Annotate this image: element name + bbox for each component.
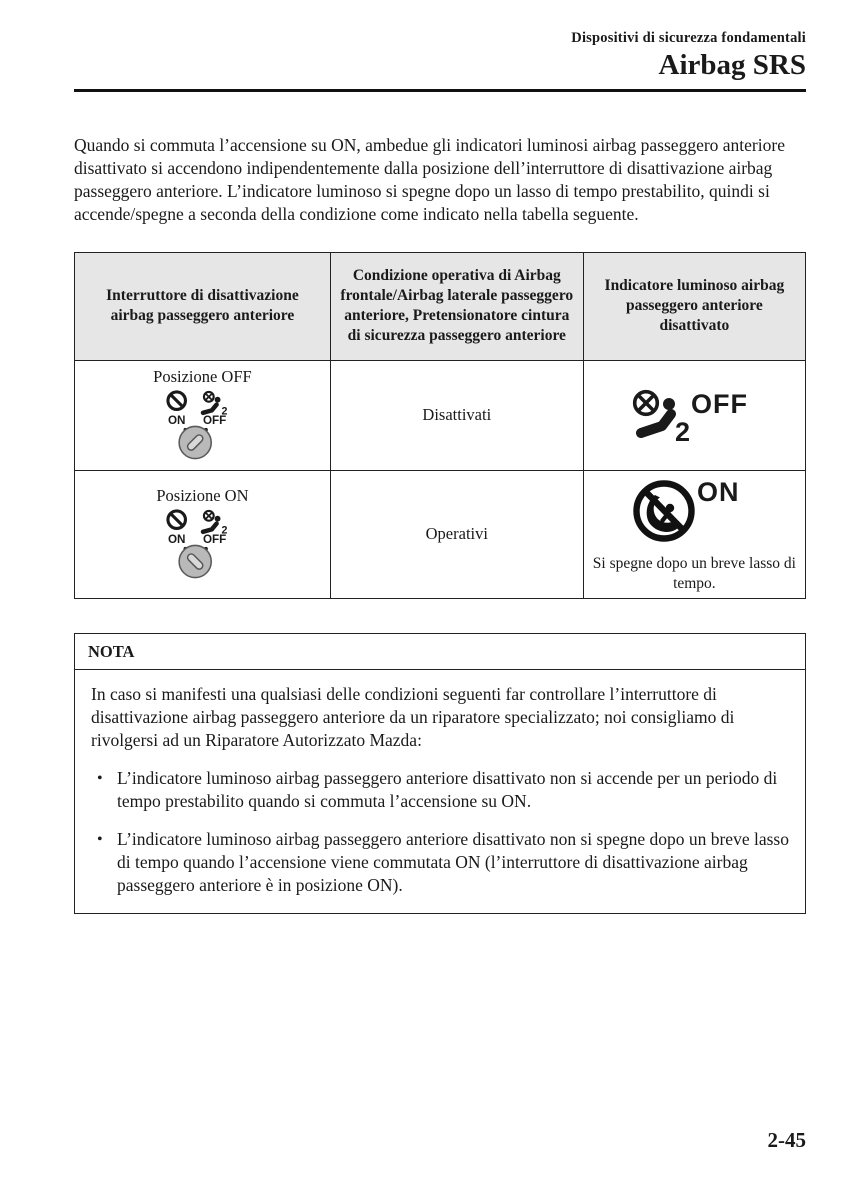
note-box <box>74 633 806 914</box>
bullet-text: L’indicatore luminoso airbag passeggero anteriore disattivato non si accende per un periodo di tempo prestabilito quando si commuta l’accensione su ON. <box>117 767 778 811</box>
note-title: NOTA <box>75 634 805 670</box>
no-child-seat-prohibition-icon <box>631 475 757 548</box>
header-indicator-column: Indicatore luminoso airbag passeggero anteriore disattivato <box>583 252 805 360</box>
position-off-label: Posizione OFF <box>153 366 252 386</box>
indicator-on-caption: Si spegne dopo un breve lasso di tempo. <box>592 554 796 592</box>
list-item <box>91 767 789 813</box>
bullet-text: L’indicatore luminoso airbag passeggero anteriore disattivato non si spegne dopo un breve lasso di tempo quando l’accensione viene commutata ON (l’interruttore di disattivazione airbag passeggero anteriore è in posizione ON). <box>117 828 789 895</box>
page-title: Airbag SRS <box>658 49 806 81</box>
page-number: 2-45 <box>767 1128 806 1152</box>
airbag-switch-off-icon <box>143 389 261 466</box>
condition-on-cell: Operativi <box>330 470 583 598</box>
note-intro: In caso si manifesti una qualsiasi delle condizioni seguenti far controllare l’interruttore di disattivazione airbag passeggero anteriore da un riparatore specializzato; noi consigliamo di rivolgersi ad un Riparatore Autorizzato Mazda: <box>91 683 735 750</box>
bullet-icon: • <box>97 830 103 848</box>
cell-position-on <box>75 470 331 598</box>
condition-off-cell: Disattivati <box>330 360 583 470</box>
indicator-off-label: OFF <box>691 388 749 419</box>
indicator-on-label: ON <box>697 476 740 507</box>
cell-position-off <box>75 360 331 470</box>
position-on-label: Posizione ON <box>156 485 249 505</box>
table-header-row <box>75 252 806 360</box>
header-condition-column: Condizione operativa di Airbag frontale/Airbag laterale passeggero anteriore, Pretensionatore cintura di sicurezza passeggero anteriore <box>330 252 583 360</box>
section-header: Dispositivi di sicurezza fondamentali <box>571 30 806 46</box>
passenger-airbag-off-indicator-icon <box>629 383 759 448</box>
table-row <box>75 470 806 598</box>
bullet-icon: • <box>97 769 103 787</box>
intro-paragraph: Quando si commuta l’accensione su ON, ambedue gli indicatori luminosi airbag passeggero anteriore disattivato si accendono indipendentemente dalla posizione dell’interruttore di disattivazione airbag passeggero anteriore. L’indicatore luminoso si spegne dopo un lasso di tempo prestabilito, quindi si accende/spegne a seconda della condizione come indicato nella tabella seguente. <box>74 134 785 224</box>
switch-off-label: OFF <box>203 413 227 427</box>
table-row <box>75 360 806 470</box>
indicator-on-cell <box>583 470 805 598</box>
airbag-switch-on-icon <box>143 508 261 585</box>
header-switch-column: Interruttore di disattivazione airbag passeggero anteriore <box>75 252 331 360</box>
indicator-off-cell <box>583 360 805 470</box>
note-body <box>75 670 805 913</box>
indicator-badge: 2 <box>675 416 691 443</box>
mini-airbag-badge: 2 <box>221 405 228 418</box>
title-rule <box>74 89 806 92</box>
switch-on-label: ON <box>168 532 186 546</box>
switch-on-label: ON <box>168 413 186 427</box>
airbag-status-table <box>74 252 806 599</box>
list-item <box>91 828 789 897</box>
switch-off-label: OFF <box>203 532 227 546</box>
mini-airbag-badge: 2 <box>221 524 228 537</box>
